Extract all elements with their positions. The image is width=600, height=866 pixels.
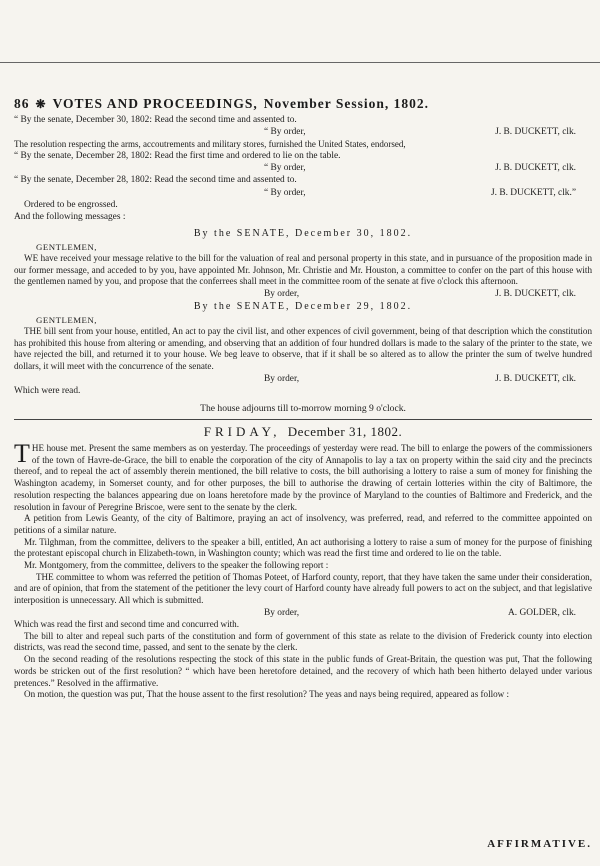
message-heading-1: By the SENATE, December 30, 1802. (193, 227, 413, 239)
friday-paragraph-8: On the second reading of the resolutions respecting the stock of this state in the public funds of Great-Britain, the question was put, That the following words be stricken out of the first resolution? “ which have been heretofore detained, and the recovery of which hath been hitherto delayed under various pretences.” Resolved in the affirmative. (14, 654, 592, 688)
by-order-label: By order, (264, 373, 300, 384)
by-order-label: By order, (264, 288, 300, 299)
message-signature-1 (14, 288, 592, 300)
clerk-signature: J. B. DUCKETT, clk. (495, 127, 576, 138)
engrossed-note: Ordered to be engrossed. (24, 199, 118, 210)
clerk-signature: J. B. DUCKETT, clk. (495, 163, 576, 174)
page-number: 86 (14, 96, 30, 111)
by-order-label: “ By order, (264, 163, 306, 174)
message-heading-2: By the SENATE, December 29, 1802. (193, 301, 413, 313)
signature-block-1 (14, 126, 592, 138)
committee-report: THE committee to whom was referred the petition of Thomas Poteet, of Harford county, report, that they have taken the same under their consideration, and are of opinion, that from the statement of the petitioner the levy court of Harford county have already full powers to act on the subject, and that legislative interposition is unnecessary. All which is submitted. (14, 571, 592, 606)
clerk-signature: J. B. DUCKETT, clk. (495, 288, 576, 299)
friday-paragraph-7: The bill to alter and repeal such parts of the constitution and form of government of this state as relate to the division of Frederick county into election districts, was read the second time, passed, and sent to the senate by the clerk. (14, 630, 592, 653)
drop-cap: T (14, 439, 30, 469)
senate-note-1: “ By the senate, December 30, 1802: Read the second time and assented to. (14, 115, 297, 125)
signature-block-3 (14, 187, 592, 199)
page-header (14, 96, 592, 112)
friday-paragraph-2: A petition from Lewis Geanty, of the city of Baltimore, praying an act of insolvency, was preferred, read, and referred to the committee appointed on petitions of a similar nature. (14, 513, 592, 535)
resolution-note: The resolution respecting the arms, accoutrements and military stores, furnished the United States, endorsed, (14, 139, 406, 150)
signature-block-2 (14, 162, 592, 174)
salutation-1: GENTLEMEN, (36, 241, 97, 252)
clerk-signature: J. B. DUCKETT, clk.” (491, 187, 576, 198)
friday-paragraph-1 (14, 439, 592, 513)
messages-intro: And the following messages : (14, 211, 126, 222)
running-title: VOTES AND PROCEEDINGS, (52, 96, 258, 111)
adjournment-note: The house adjourns till to-morrow morning 9 o'clock. (200, 403, 406, 415)
report-signature (14, 607, 592, 619)
message-text-2: THE bill sent from your house, entitled, An act to pay the civil list, and other expences of civil government, being of that description which the constitution has prohibited this house from altering or amending, and observing that an addition of four hundred dollars is made to the salary of the printer to the state, we have rejected the bill, and returned it to your house. We beg leave to observe, that if it shall be so altered as to allow the printer the sum of twelve hundred dollars, it will meet with the concurrence of the senate. (14, 326, 592, 372)
senate-note-2: “ By the senate, December 28, 1802: Read the first time and ordered to lie on the table. (14, 151, 341, 162)
friday-paragraph-4: Mr. Montgomery, from the committee, delivers to the speaker the following report : (24, 560, 329, 571)
scan-edge-rule (0, 62, 600, 63)
by-order-label: By order, (264, 607, 300, 618)
day-date: December 31, 1802. (287, 424, 403, 440)
catchword: AFFIRMATIVE. (487, 838, 592, 850)
friday-paragraph-1-text: HE house met. Present the same members as on yesterday. The proceedings of yesterday were read. The bill to enlarge the powers of the commissioners of the town of Havre-de-Grace, the bill to enable the corporation of the city of Annapolis to lay a tax on property within the said city and the precincts thereof, and to repeal the act of assembly therein mentioned, the bill relative to costs, the bill authorising a lottery to raise a sum of money for finishing the Washington academy, in Somerset county, and for other purposes, the bill to authorise the drawing of certain lotteries within the city of Baltimore, the resolution respecting the balances appearing due on loans heretofore made by the province of Maryland to the counties of Baltimore and Frederick, and the resolution in favour of Peregrine Briscoe, were sent to the senate by the clerk. (14, 443, 592, 512)
session-label: November Session, 1802. (263, 96, 429, 111)
salutation-2: GENTLEMEN, (36, 315, 97, 326)
day-heading (14, 424, 592, 440)
which-were-read: Which were read. (14, 385, 81, 396)
by-order-label: “ By order, (264, 127, 306, 138)
message-text-1: WE have received your message relative to the bill for the valuation of real and personal property in this state, and in pursuance of the proposition made in our former message, and acceded to by you, have appointed Mr. Johnson, Mr. Christie and Mr. Houston, a committee to confer on the part of this house with the gentlemen named by you, and propose that the conferrees shall meet in the committee room of the senate at five o'clock this afternoon. (14, 252, 592, 287)
friday-paragraph-6: Which was read the first and second time and concurred with. (14, 618, 239, 629)
ornament-icon: ❋ (35, 97, 47, 111)
section-divider (14, 419, 592, 420)
senate-note-3: “ By the senate, December 28, 1802: Read the second time and assented to. (14, 175, 297, 186)
message-signature-2 (14, 373, 592, 385)
day-name: FRIDAY, (203, 424, 281, 440)
friday-paragraph-3: Mr. Tilghman, from the committee, delivers to the speaker a bill, entitled, An act authorising a lottery to raise a sum of money for the purpose of finishing the protestant episcopal church in Elizabeth-town, in Washington county; which was read the first time and ordered to lie on the table. (14, 536, 592, 559)
by-order-label: “ By order, (264, 187, 306, 198)
clerk-signature: J. B. DUCKETT, clk. (495, 373, 576, 384)
friday-paragraph-9: On motion, the question was put, That the house assent to the first resolution? The yeas and nays being required, appeared as follow : (24, 689, 510, 700)
clerk-signature: A. GOLDER, clk. (508, 607, 576, 618)
